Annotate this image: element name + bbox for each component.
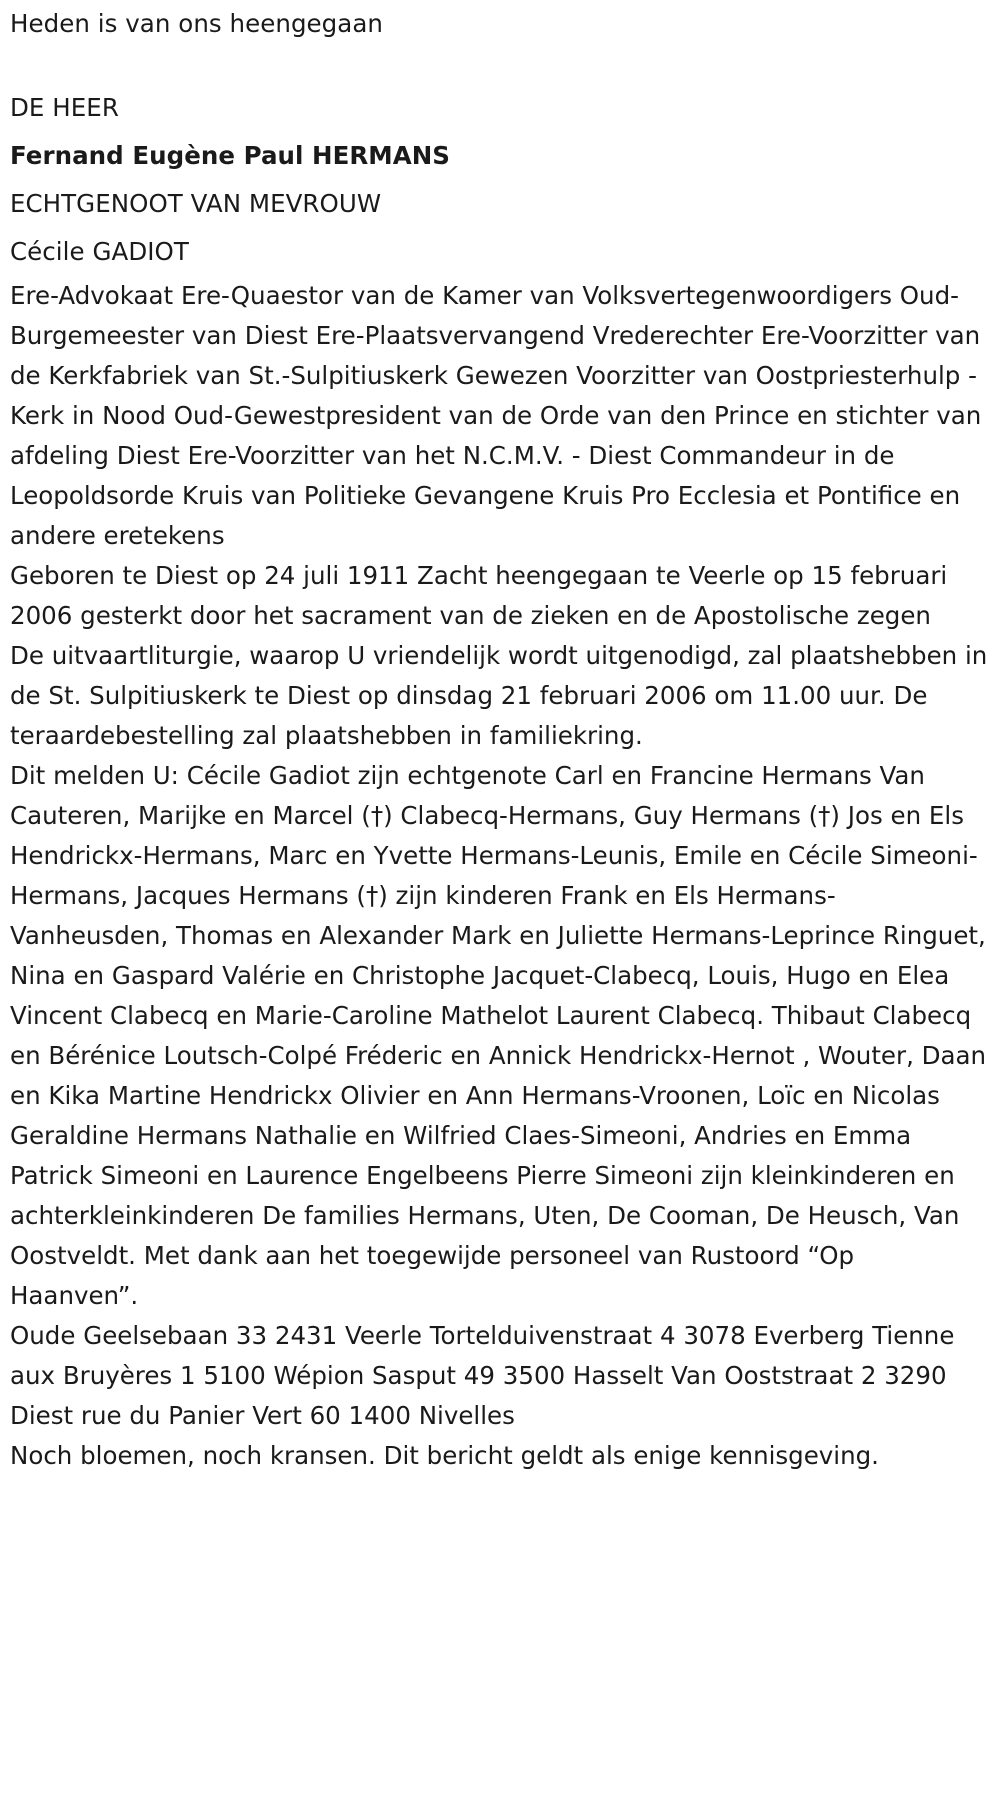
obituary-page [0, 4, 1000, 1810]
funeral-paragraph: De uitvaartliturgie, waarop U vriendelijk wordt uitgenodigd, zal plaatshebben in de St. Sulpitiuskerk te Diest op dinsdag 21 februari 2006 om 11.00 uur. De teraardebestelling zal plaatshebben in familiekring. [10, 641, 988, 750]
birth-death-paragraph: Geboren te Diest op 24 juli 1911 Zacht heengegaan te Veerle op 15 februari 2006 gesterkt door het sacrament van de zieken en de Apostolische zegen [10, 561, 948, 630]
family-paragraph: Dit melden U: Cécile Gadiot zijn echtgenote Carl en Francine Hermans Van Cauteren, Marijke en Marcel (†) Clabecq-Hermans, Guy Hermans (†) Jos en Els Hendrickx-Hermans, Marc en Yvette Hermans-Leunis, Emile en Cécile Simeoni-Hermans, Jacques Hermans (†) zijn kinderen Frank en Els Hermans-Vanheusden, Thomas en Alexander Mark en Juliette Hermans-Leprince Ringuet, Nina en Gaspard Valérie en Christophe Jacquet-Clabecq, Louis, Hugo en Elea Vincent Clabecq en Marie-Caroline Mathelot Laurent Clabecq. Thibaut Clabecq en Bérénice Loutsch-Colpé Fréderic en Annick Hendrickx-Hernot , Wouter, Daan en Kika Martine Hendrickx Olivier en Ann Hermans-Vroonen, Loïc en Nicolas Geraldine Hermans Nathalie en Wilfried Claes-Simeoni, Andries en Emma Patrick Simeoni en Laurence Engelbeens Pierre Simeoni zijn kleinkinderen en achterkleinkinderen De families Hermans, Uten, De Cooman, De Heusch, Van Oostveldt. Met dank aan het toegewijde personeel van Rustoord “Op Haanven”. [10, 761, 987, 1310]
titles-paragraph: Ere-Advokaat Ere-Quaestor van de Kamer van Volksvertegenwoordigers Oud-Burgemeester van Diest Ere-Plaatsvervangend Vrederechter Ere-Voorzitter van de Kerkfabriek van St.-Sulpitiuskerk Gewezen Voorzitter van Oostpriesterhulp - Kerk in Nood Oud-Gewestpresident van de Orde van den Prince en stichter van afdeling Diest Ere-Voorzitter van het N.C.M.V. - Diest Commandeur in de Leopoldsorde Kruis van Politieke Gevangene Kruis Pro Ecclesia et Pontifice en andere eretekens [10, 281, 982, 550]
spouse-label: ECHTGENOOT VAN MEVROUW [10, 189, 382, 218]
spouse-name: Cécile GADIOT [10, 237, 189, 266]
intro-text: Heden is van ons heengegaan [10, 9, 383, 38]
deceased-name: Fernand Eugène Paul HERMANS [10, 141, 450, 170]
closing-text: Noch bloemen, noch kransen. Dit bericht geldt als enige kennisgeving. [10, 1441, 879, 1470]
honorific: DE HEER [10, 93, 119, 122]
addresses-paragraph: Oude Geelsebaan 33 2431 Veerle Tortelduivenstraat 4 3078 Everberg Tienne aux Bruyères 1 5100 Wépion Sasput 49 3500 Hasselt Van Ooststraat 2 3290 Diest rue du Panier Vert 60 1400 Nivelles [10, 1321, 955, 1430]
